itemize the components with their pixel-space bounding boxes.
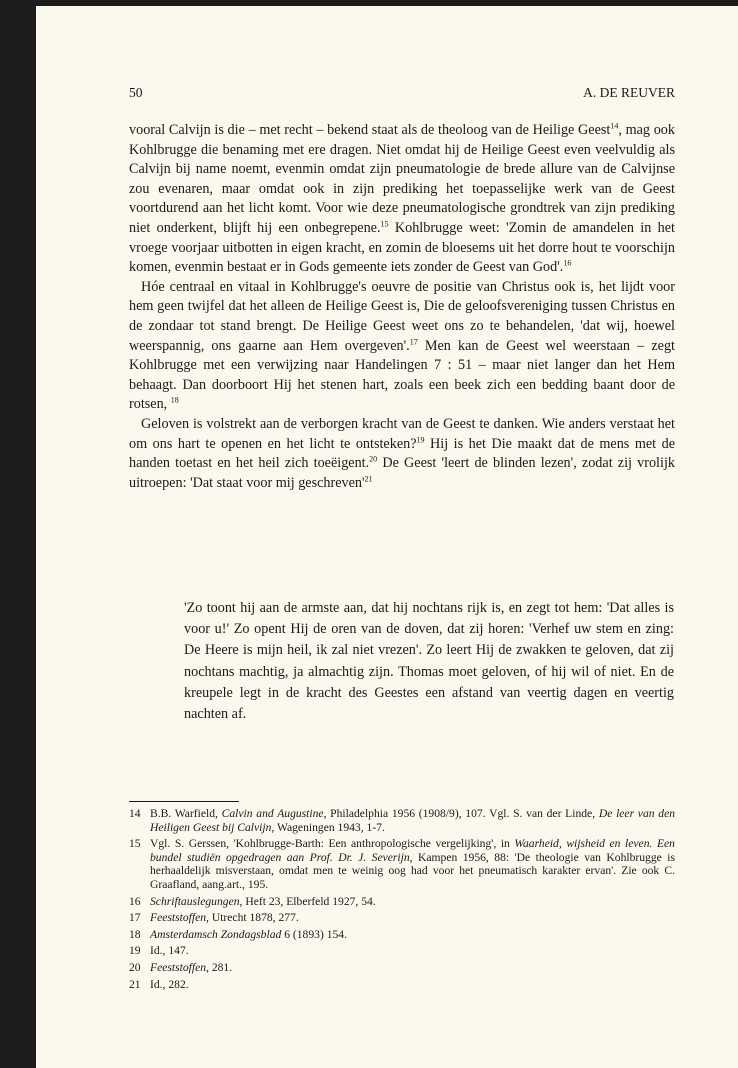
italic-title: Waarheid, wijsheid en leven. Een bundel studiën opgedragen aan Prof. Dr. J. Severijn: [150, 837, 675, 864]
footnote-rule: [129, 801, 239, 802]
footnote-text: [150, 895, 675, 909]
footnote: [129, 944, 675, 958]
quote-text: 'Zo toont hij aan de armste aan, dat hij nochtans rijk is, en zegt tot hem: 'Dat alles is voor u!' Zo opent Hij de oren van de doven, dat zij horen: 'Verhef uw stem en zing: De Heere is mijn heil, ik zal niet vrezen'. Zo leert Hij de zwakken te geloven, dat zij nochtans machtig, ja almachtig zijn. Thomas moet geloven, of hij wil of niet. En de kreupele legt in de kracht des Geestes een afstand van veertig dagen en veertig nachten af.: [184, 600, 674, 723]
text-run: Vgl. S. Gerssen, 'Kohlbrugge-Barth: Een anthropologische vergelijking', in: [150, 837, 515, 851]
text-run: , 281.: [206, 960, 233, 974]
running-header: [129, 85, 675, 101]
footnote-text: [150, 978, 675, 992]
footnote-number: 20: [129, 960, 141, 974]
italic-title: Amsterdamsch Zondagsblad: [150, 927, 282, 941]
footnote: [129, 895, 675, 909]
footnote-ref: 18: [170, 395, 179, 405]
text-run: Id., 282.: [150, 977, 189, 991]
footnote-text: [150, 961, 675, 975]
text-run: Men kan de Geest wel weerstaan – zegt Kohlbrugge met een verwijzing naar Handelingen 7 : 51 – maar niet langer dan het Hem behaagt. Dan doorboort Hij het stenen hart, zoals een beek zich een bedding baant door de rotsen,: [129, 337, 675, 413]
footnote-number: 18: [129, 927, 141, 941]
footnote-ref: 19: [416, 434, 425, 444]
text-run: vooral Calvijn is die – met recht – bekend staat als de theoloog van de Heilige Geest: [129, 122, 611, 138]
block-quote: [184, 598, 674, 725]
text-run: Hij is het Die maakt dat de mens met de handen toetast en het heil zich toeëigent.: [129, 435, 675, 472]
footnote-number: 14: [129, 807, 141, 820]
footnote-number: 21: [129, 977, 141, 991]
italic-title: Feeststoffen: [150, 960, 207, 974]
paragraph-2: [129, 278, 675, 415]
page-number: 50: [129, 85, 143, 100]
text-run: , Utrecht 1878, 277.: [206, 911, 299, 925]
footnote-number: 17: [129, 911, 141, 925]
text-run: Geloven is volstrekt aan de verborgen kracht van de Geest te danken. Wie anders verstaat het om ons hart te openen en het licht te ontsteken?: [129, 415, 675, 452]
footnote-text: [150, 944, 675, 958]
text-run: Hóe centraal en vitaal in Kohlbrugge's oeuvre de positie van Christus ook is, het lijdt voor hem geen twijfel dat het alleen de Heilige Geest is, Die de geloofsvereniging tussen Christus en de zondaar tot stand brengt. De Heilige Geest weet ons zo te behandelen, 'dat wij, hoewel weerspannig, ons gaarne aan Hem overgeven'.: [129, 278, 675, 354]
text-run: , Philadelphia 1956 (1908/9), 107. Vgl. S. van der Linde,: [323, 807, 599, 820]
footnote-number: 19: [129, 944, 141, 958]
footnote-text: [150, 928, 675, 942]
italic-title: Schriftauslegungen: [150, 894, 240, 908]
footnote-number: 16: [129, 894, 141, 908]
footnote: [129, 928, 675, 942]
footnote-ref: 20: [369, 454, 378, 464]
page: [36, 6, 738, 1068]
footnote-ref: 14: [610, 121, 619, 131]
footnote: [129, 911, 675, 925]
footnote-text: [150, 837, 675, 891]
italic-title: De leer van den Heiligen Geest bij Calvijn: [150, 807, 676, 834]
footnote: [129, 978, 675, 992]
footnotes: [129, 807, 675, 994]
text-run: B.B. Warfield,: [150, 807, 222, 820]
text-run: , Wageningen 1943, 1-7.: [271, 820, 385, 834]
text-run: , Heft 23, Elberfeld 1927, 54.: [239, 894, 376, 908]
paragraph-1: [129, 121, 675, 278]
footnote: [129, 837, 675, 891]
footnote: [129, 961, 675, 975]
body-text: [129, 121, 675, 493]
italic-title: Feeststoffen: [150, 911, 207, 925]
footnote-text: [150, 911, 675, 925]
running-title: A. DE REUVER: [583, 85, 675, 100]
footnote-ref: 15: [380, 219, 389, 229]
footnote-ref: 17: [409, 336, 418, 346]
footnote-number: 15: [129, 837, 141, 851]
text-run: 6 (1893) 154.: [281, 927, 347, 941]
text-run: Id., 147.: [150, 944, 189, 958]
text-run: , mag ook Kohlbrugge die benaming met ere dragen. Niet omdat hij de Heilige Geest even veelvuldig als Calvijn bij name noemt, evenmin omdat zijn pneumatologie de brede allure van de Calvijnse zou evenaren, maar omdat ook in zijn prediking het toepasselijke werk van de Geest voortdurend aan het licht komt. Voor wie deze pneumatologische grondtrek van zijn prediking niet onderkent, blijft hij een onbegrepene.: [129, 122, 675, 236]
text-run: Kohlbrugge weet: 'Zomin de amandelen in het vroege voorjaar uitbotten in eigen kracht, en zomin de bloesems uit het dorre hout te voorschijn komen, evenmin bestaat er in Gods gemeente iets zonder de Geest van God'.: [129, 219, 675, 276]
text-run: De Geest 'leert de blinden lezen', zodat zij vrolijk uitroepen: 'Dat staat voor mij geschreven': [129, 455, 675, 491]
text-run: , Kampen 1956, 88: 'De theologie van Kohlbrugge is herhaaldelijk misverstaan, omdat men te weinig oog had voor het pneumatisch karakter ervan'. Zie ook C. Graafland, aang.art., 195.: [150, 850, 675, 891]
paragraph-3: [129, 415, 675, 493]
footnote-ref: 16: [563, 258, 572, 268]
footnote-ref: 21: [364, 473, 373, 483]
footnote: [129, 807, 675, 834]
footnote-text: [150, 807, 675, 834]
italic-title: Calvin and Augustine: [221, 807, 324, 820]
